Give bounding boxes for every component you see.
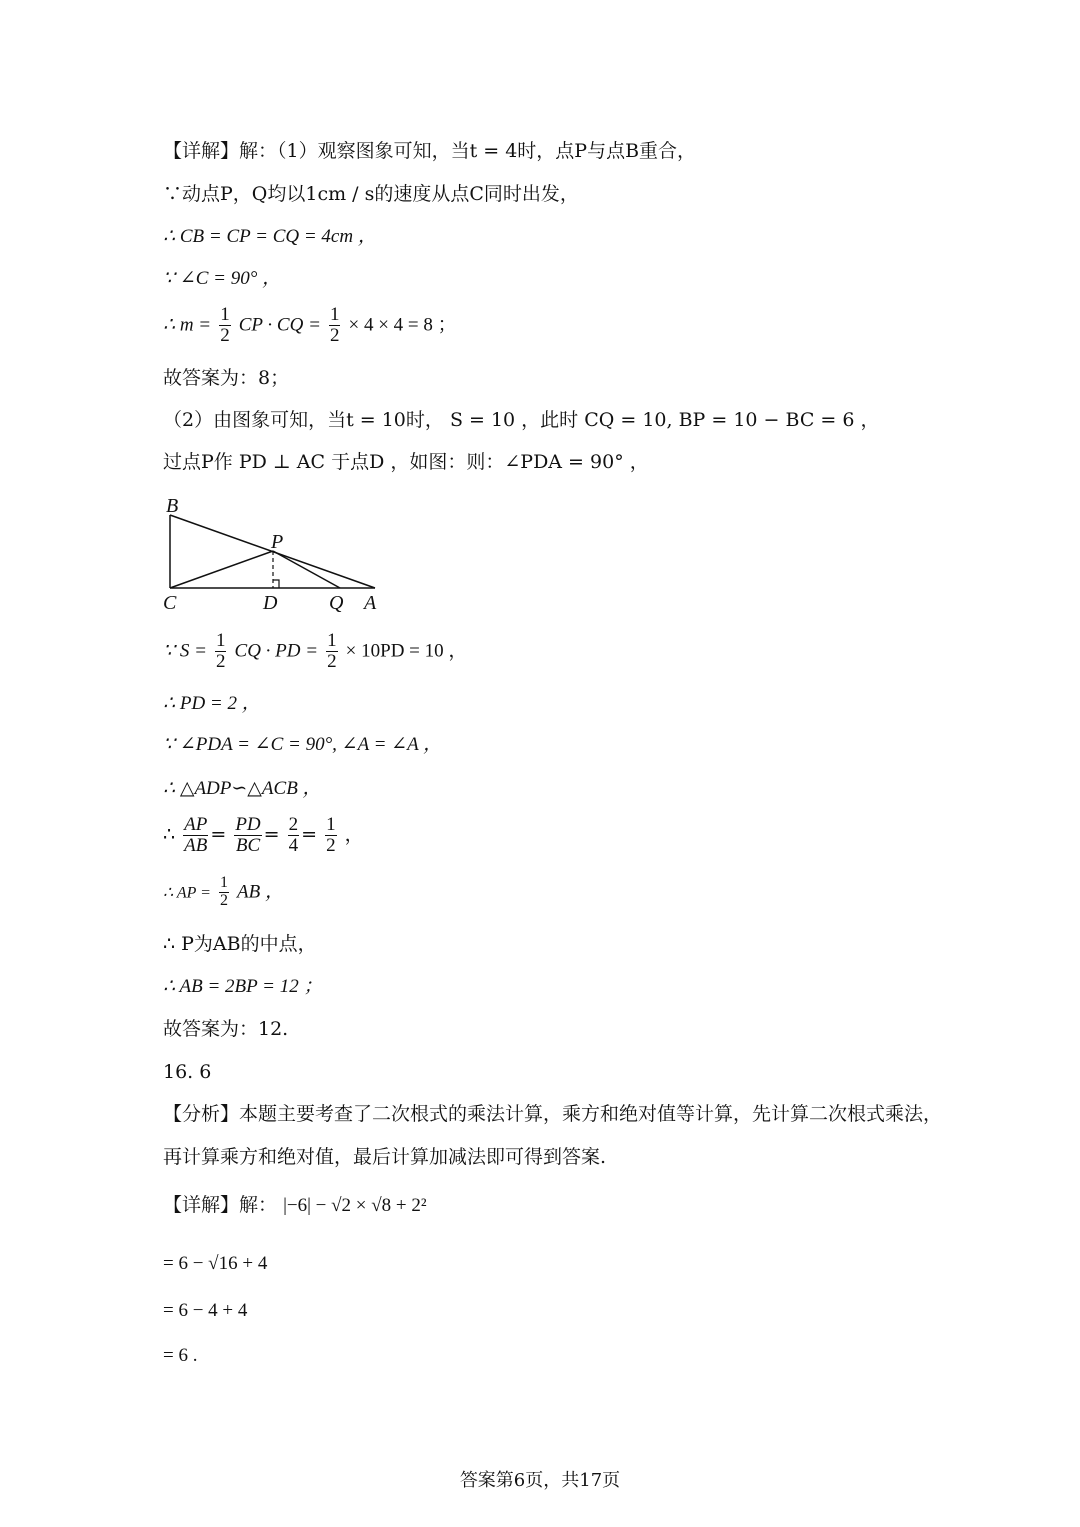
line-19: 【分析】本题主要考查了二次根式的乘法计算，乘方和绝对值等计算，先计算二次根式乘法，	[163, 1103, 943, 1125]
fraction-2-4: $\frac{2}{4}$	[288, 814, 299, 856]
label-q: Q	[329, 592, 344, 614]
line-5	[163, 305, 457, 346]
l9-pre: ∵ S =	[163, 640, 207, 662]
l9-mid: CQ · PD =	[234, 640, 319, 662]
l14-post: AB ，	[237, 881, 285, 903]
segment-cp	[170, 551, 273, 588]
line-8: 过点P作 PD ⊥ AC 于点D ，如图：则：∠PDA = 90° ，	[163, 451, 649, 473]
label-b: B	[166, 495, 179, 517]
fraction-half-3: $\frac{1}{2}$	[215, 630, 226, 672]
line-17: 故答案为：12.	[163, 1018, 289, 1040]
line-22: = 6 − √16 + 4	[163, 1253, 268, 1274]
l13-pre: ∴	[163, 823, 176, 846]
line-14	[163, 875, 284, 910]
fraction-half-2: $\frac{1}{2}$	[329, 304, 340, 346]
line-13: ∴ $\frac{AP}{AB}$ = $\frac{PD}{BC}$ = $\frac{2}{4}$ = $\frac{1}{2}$ ，	[163, 814, 364, 856]
l5-mid: CP · CQ =	[238, 314, 321, 336]
segment-pq	[273, 551, 340, 588]
line-18: 16. 6	[163, 1061, 212, 1083]
line-16: ∴ AB = 2BP = 12 ；	[163, 976, 323, 997]
fraction-ap-ab: $\frac{AP}{AB}$	[184, 814, 208, 856]
line-6: 故答案为：8；	[163, 367, 290, 389]
line-9	[163, 631, 467, 672]
label-p: P	[271, 531, 284, 553]
line-3: ∴ CB = CP = CQ = 4cm ，	[163, 226, 377, 247]
l13-post: ，	[344, 823, 364, 846]
line-23: = 6 − 4 + 4	[163, 1300, 248, 1321]
line-21	[163, 1194, 427, 1218]
line-10: ∴ PD = 2 ，	[163, 693, 261, 714]
fraction-half-5: $\frac{1}{2}$	[220, 874, 228, 909]
line-20: 再计算乘方和绝对值，最后计算加减法即可得到答案.	[163, 1146, 607, 1168]
line-7: （2）由图象可知，当t = 10时， S = 10 ，此时 CQ = 10, BP = 10 − BC = 6 ，	[163, 409, 880, 431]
line-2: ∵动点P，Q均以1cm / s的速度从点C同时出发，	[163, 183, 579, 205]
l9-post: × 10PD = 10 ，	[345, 640, 468, 662]
line-15: ∴ P为AB的中点，	[163, 933, 317, 955]
page-footer: 答案第6页，共17页	[459, 1470, 621, 1491]
l14-pre: ∴ AP =	[163, 884, 211, 902]
fraction-half: $\frac{1}{2}$	[220, 304, 230, 346]
line-12: ∴ △ADP∽△ACB ，	[163, 778, 322, 799]
label-a: A	[364, 592, 377, 614]
l21-pre: 【详解】解：	[163, 1194, 278, 1216]
fraction-pd-bc: $\frac{PD}{BC}$	[235, 814, 261, 856]
right-angle-mark	[273, 580, 279, 588]
l21-expr: |−6| − √2 × √8 + 2²	[283, 1195, 427, 1216]
fraction-1-2: $\frac{1}{2}$	[326, 814, 336, 856]
label-d: D	[263, 592, 278, 614]
line-1: 【详解】解：（1）观察图象可知，当t = 4时，点P与点B重合，	[163, 140, 697, 162]
line-11: ∵ ∠PDA = ∠C = 90°, ∠A = ∠A ，	[163, 734, 443, 755]
fraction-half-4: $\frac{1}{2}$	[327, 630, 337, 672]
l5-pre: ∴ m =	[163, 314, 212, 336]
line-24: = 6 .	[163, 1345, 198, 1366]
l5-post: × 4 × 4 = 8 ；	[348, 314, 457, 336]
line-4: ∵ ∠C = 90° ，	[163, 268, 282, 289]
triangle-figure	[160, 493, 390, 617]
label-c: C	[163, 592, 177, 614]
